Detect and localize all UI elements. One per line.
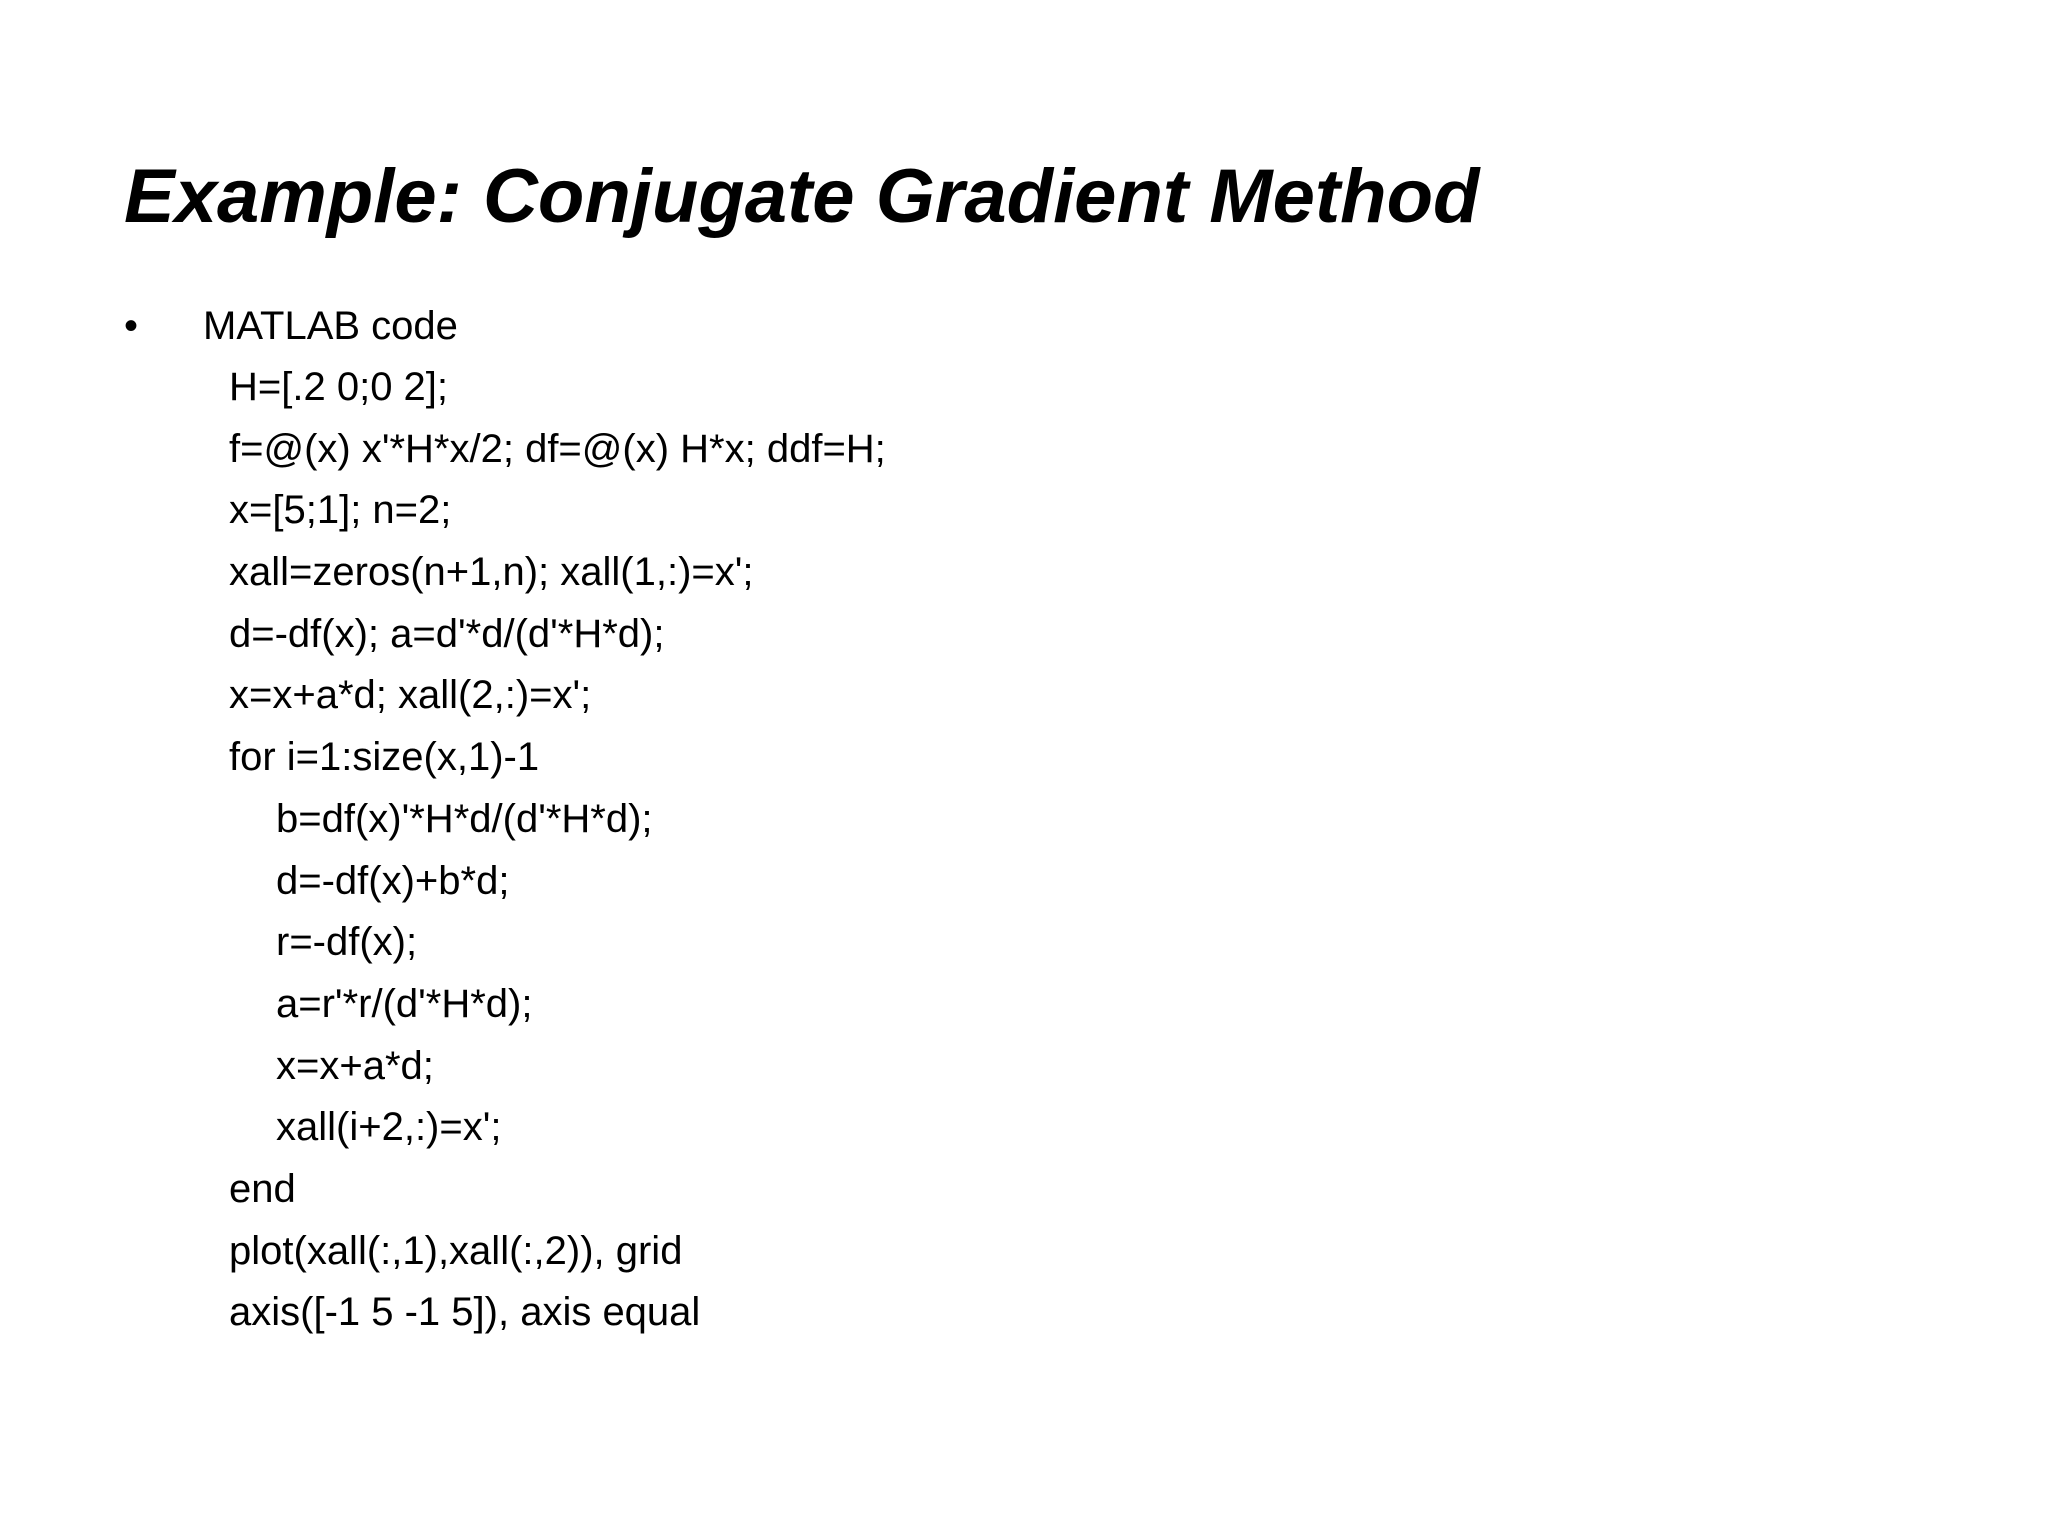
code-line: d=-df(x); a=d'*d/(d'*H*d);: [229, 611, 665, 656]
code-line: axis([-1 5 -1 5]), axis equal: [229, 1290, 701, 1335]
code-line: d=-df(x)+b*d;: [276, 858, 510, 903]
code-line: r=-df(x);: [276, 920, 418, 965]
matlab-code-block: [229, 357, 886, 1344]
code-line: x=x+a*d;: [276, 1043, 434, 1088]
code-line: x=[5;1]; n=2;: [229, 488, 452, 533]
code-line: plot(xall(:,1),xall(:,2)), grid: [229, 1228, 683, 1273]
code-line: x=x+a*d; xall(2,:)=x';: [229, 673, 592, 718]
slide-title: Example: Conjugate Gradient Method: [124, 154, 1480, 239]
code-line: for i=1:size(x,1)-1: [229, 735, 540, 780]
code-line: xall(i+2,:)=x';: [276, 1105, 502, 1150]
code-line: end: [229, 1166, 296, 1211]
code-line: b=df(x)'*H*d/(d'*H*d);: [276, 796, 653, 841]
bullet-label: MATLAB code: [203, 304, 458, 348]
code-line: H=[.2 0;0 2];: [229, 365, 449, 409]
bullet-icon: •: [124, 304, 139, 348]
code-line: xall=zeros(n+1,n); xall(1,:)=x';: [229, 550, 754, 595]
code-line: f=@(x) x'*H*x/2; df=@(x) H*x; ddf=H;: [229, 426, 886, 471]
code-line: a=r'*r/(d'*H*d);: [276, 981, 533, 1026]
